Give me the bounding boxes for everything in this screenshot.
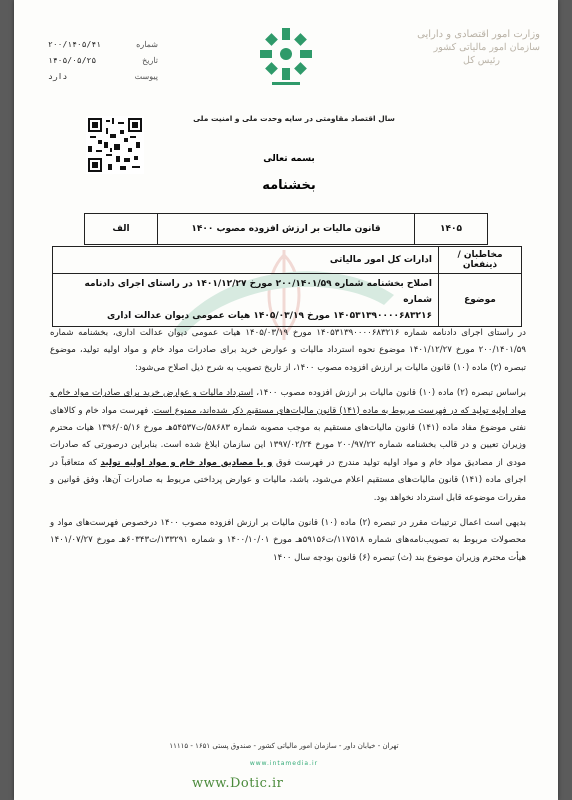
year-slogan: سال اقتصاد مقاومتی در سایه وحدت ملی و امنیت ملی bbox=[193, 114, 395, 123]
subject-line: اصلاح بخشنامه شماره ۲۰۰/۱۴۰۱/۵۹ مورخ ۱۴۰۱/۱۲/۲۷ در راستای اجرای دادنامه شماره bbox=[84, 279, 432, 305]
attachment-value: دارد bbox=[48, 71, 68, 81]
footer-address: تهران - خیابان داور - سازمان امور مالیاتی کشور - صندوق پستی ۱۶۵۱ - ۱۱۱۱۵ bbox=[169, 742, 399, 750]
letter-date: ۱۴۰۵/۰۵/۲۵ bbox=[48, 55, 97, 65]
paragraph-text: براساس تبصره (۲) ماده (۱۰) قانون مالیات بر ارزش افزوده مصوب ۱۴۰۰، bbox=[253, 388, 526, 399]
qr-code bbox=[86, 116, 144, 174]
subject-label: موضوع bbox=[439, 274, 522, 327]
attachment-label: پیوست bbox=[134, 71, 158, 81]
paragraph-text: که متعاقباً در اجرای ماده (۱۴۱) قانون مالیات‌های مستقیم اعلام می‌شود، باشد، مالیات و عوارض پرداختی مربوط به صادرات آن‌ها، وفق قوانین و مقررات موضوعه قابل استرداد نخواهد بود. bbox=[50, 457, 526, 503]
circular-year: ۱۴۰۵ bbox=[415, 214, 488, 245]
paragraph-closing: بدیهی است اعمال ترتیبات مقرر در تبصره (۲) ماده (۱۰) قانون مالیات بر ارزش افزوده مصوب ۱۴۰۰ درخصوص فهرست‌های مواد و محصولات مربوط به تصویب‌نامه‌های شماره ۱۱۷۵۱۸/ت۵۹۱۵۶هـ مورخ ۱۴۰۰/۱۰/۰۱ و شماره ۱۳۳۲۹۱/ت۶۰۳۴۳هـ مورخ ۱۴۰۱/۰۷/۲۷ هیأت محترم وزیران موضوع بند (ث) تبصره (۶) قانون بودجه سال ۱۴۰۰ bbox=[50, 518, 527, 563]
ministry-name: وزارت امور اقتصادی و دارایی bbox=[417, 29, 540, 40]
circular-header-table bbox=[84, 213, 488, 245]
paragraph-main bbox=[50, 385, 526, 507]
document-type-heading: بخشنامه bbox=[262, 178, 316, 193]
letter-metadata bbox=[48, 36, 158, 84]
tax-organization-logo bbox=[258, 26, 314, 86]
organization-name: سازمان امور مالیاتی کشور bbox=[433, 42, 540, 53]
paragraph-text: . فهرست مواد خام و کالاهای نفتی موضوع مفاد ماده (۱۴۱) قانون مالیات‌های مستقیم به موجب مصوبه شماره ۵۸۶۸۳/ت۵۴۵۳۷هـ مورخ ۱۳۹۶/۰۵/۱۶ هیات محترم وزیران تعیین و در قالب بخشنامه شماره ۲۰۰/۹۷/۲۲ مورخ ۱۳۹۷/۰۲/۲۴ این سازمان ابلاغ شده است. بنابراین درصورتی که صادرات مودی از مصادیق مواد خام و مواد اولیه تولید مندرج در فهرست فوق bbox=[50, 405, 526, 468]
number-label: شماره bbox=[136, 39, 158, 49]
underlined-text: استرداد مالیات و عوارض خرید برای صادرات مواد خام و مواد اولیه تولید که در فهرست مربوط به ماده (۱۴۱) قانون مالیات‌های مستقیم ذکر شده‌اند، ممنوع است bbox=[50, 388, 526, 416]
bismillah-heading: بسمه تعالی bbox=[263, 154, 315, 164]
underlined-bold-text: و یا مصادیق مواد خام و مواد اولیه تولید bbox=[100, 457, 273, 468]
subject-line: ۱۴۰۵۳۱۳۹۰۰۰۰۶۸۳۲۱۶ مورخ ۱۴۰۵/۰۳/۱۹ هیات عمومی دیوان عدالت اداری bbox=[106, 311, 432, 321]
addressee-label: مخاطبان / ذینفعان bbox=[439, 247, 522, 274]
circular-code: الف bbox=[85, 214, 158, 245]
law-title: قانون مالیات بر ارزش افزوده مصوب ۱۴۰۰ bbox=[158, 214, 415, 245]
paragraph-intro: در راستای اجرای دادنامه شماره ۱۴۰۵۳۱۳۹۰۰۰۰۶۸۳۲۱۶ مورخ ۱۴۰۵/۰۳/۱۹ هیات عمومی دیوان عدالت اداری، بخشنامه شماره ۲۰۰/۱۴۰۱/۵۹ مورخ ۱۴۰۱/۱۲/۲۷ موضوع نحوه استرداد مالیات و عوارض خرید برای صادرات مواد خام و مواد اولیه تولید، موضوع تبصره (۲) ماده (۱۰) قانون مالیات بر ارزش افزوده مصوب ۱۴۰۰، از تاریخ تصویب به شرح ذیل اصلاح می‌شود: bbox=[50, 328, 526, 373]
circular-info-table bbox=[52, 246, 522, 327]
watermark-url: www.Dotic.ir bbox=[192, 776, 284, 791]
ministry-header bbox=[400, 28, 540, 67]
letter-number: ۲۰۰/۱۴۰۵/۴۱ bbox=[48, 39, 101, 49]
date-label: تاریخ bbox=[142, 55, 158, 65]
footer-website: www.intamedia.ir bbox=[249, 760, 319, 767]
office-title: رئیس کل bbox=[463, 55, 500, 66]
addressee-value: ادارات کل امور مالیاتی bbox=[53, 247, 439, 274]
circular-body bbox=[50, 325, 526, 575]
document-page bbox=[14, 0, 558, 800]
